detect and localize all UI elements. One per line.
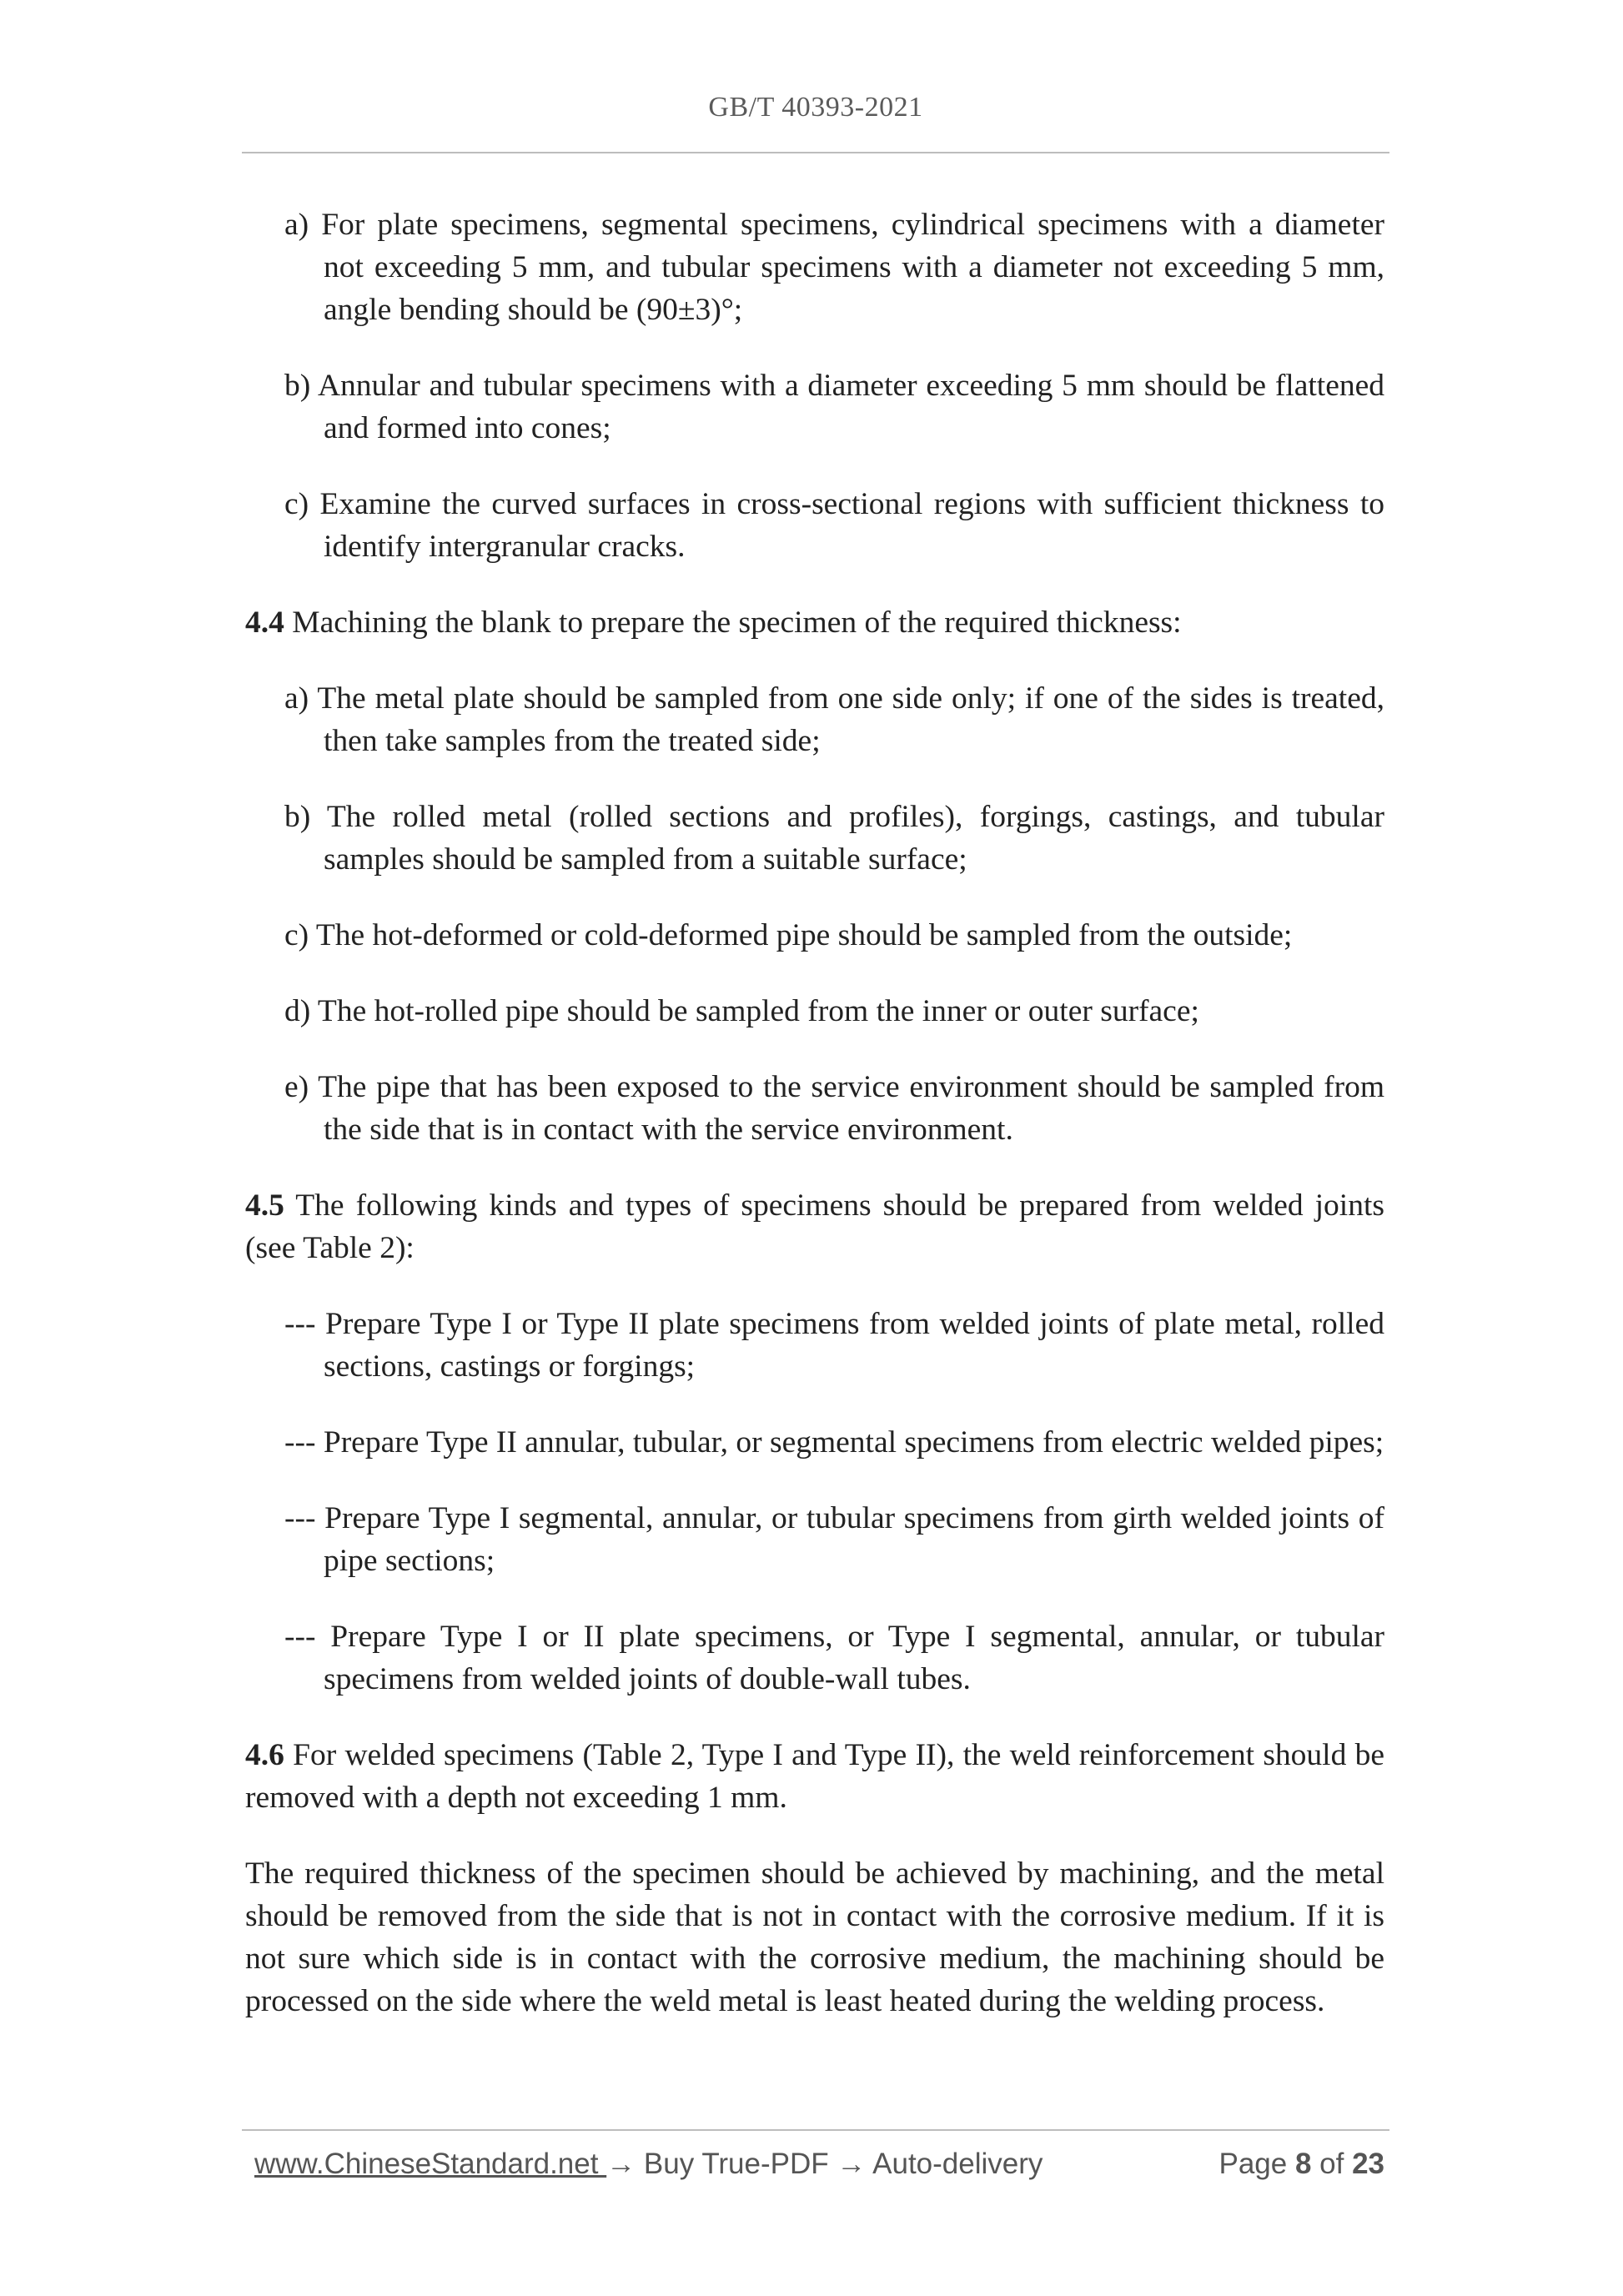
page-number: 8 [1294, 2148, 1312, 2180]
clause-4-6 [245, 1734, 1384, 1819]
list-item: c) The hot-deformed or cold-deformed pipe should be sampled from the outside; [284, 918, 1293, 952]
delivery-text: Auto-delivery [866, 2148, 1043, 2180]
list-item: d) The hot-rolled pipe should be sampled from the inner or outer surface; [284, 994, 1199, 1028]
list-item: a) For plate specimens, segmental specimens, cylindrical specimens with a diameter not exceeding 5 mm, and tubular specimens with a diameter not exceeding 5 mm, angle bending should be (90±3)°; [284, 208, 1384, 327]
clause-text: The following kinds and types of specimens should be prepared from welded joints (see Table 2): [245, 1188, 1384, 1265]
header-divider [242, 152, 1389, 153]
list-item: b) Annular and tubular specimens with a diameter exceeding 5 mm should be flattened and formed into cones; [284, 369, 1384, 445]
document-body [245, 203, 1384, 2056]
clause-number: 4.4 [245, 605, 284, 640]
page-header: GB/T 40393-2021 [708, 92, 923, 123]
clause-4-4 [245, 601, 1384, 644]
clause-text: For welded specimens (Table 2, Type I and Type II), the weld reinforcement should be removed with a depth not exceeding 1 mm. [245, 1738, 1384, 1815]
page-label: Page [1219, 2148, 1295, 2180]
list-item: e) The pipe that has been exposed to the service environment should be sampled from the side that is in contact with the service environment. [284, 1070, 1384, 1147]
clause-4-5 [245, 1184, 1384, 1269]
clause-number: 4.5 [245, 1188, 284, 1223]
website-link[interactable]: www.ChineseStandard.net [254, 2148, 607, 2180]
clause-text: Machining the blank to prepare the specimen of the required thickness: [284, 605, 1182, 640]
arrow-right-icon: → [606, 2148, 636, 2180]
page-indicator [1219, 2148, 1384, 2181]
page-total: 23 [1352, 2148, 1384, 2180]
page-footer [254, 2148, 1384, 2189]
list-item: a) The metal plate should be sampled from one side only; if one of the sides is treated, then take samples from the treated side; [284, 681, 1384, 758]
closing-paragraph: The required thickness of the specimen should be achieved by machining, and the metal should be removed from the side that is not in contact with the corrosive medium. If it is not sure which side is in contact with the corrosive medium, the machining should be processed on the side where the weld metal is least heated during the welding process. [245, 1856, 1384, 2018]
list-item: b) The rolled metal (rolled sections and profiles), forgings, castings, and tubular samples should be sampled from a suitable surface; [284, 800, 1384, 877]
list-item: --- Prepare Type I or II plate specimens, or Type I segmental, annular, or tubular specimens from welded joints of double-wall tubes. [284, 1620, 1384, 1696]
footer-promo [254, 2148, 1043, 2181]
list-item: --- Prepare Type I or Type II plate specimens from welded joints of plate metal, rolled sections, castings or forgings; [284, 1307, 1384, 1384]
list-item: --- Prepare Type I segmental, annular, or tubular specimens from girth welded joints of pipe sections; [284, 1501, 1384, 1578]
clause-number: 4.6 [245, 1738, 284, 1772]
footer-divider [242, 2129, 1389, 2131]
buy-text: Buy True-PDF [636, 2148, 837, 2180]
of-label: of [1311, 2148, 1353, 2180]
arrow-right-icon: → [837, 2148, 867, 2180]
list-item: c) Examine the curved surfaces in cross-sectional regions with sufficient thickness to identify intergranular cracks. [284, 487, 1384, 564]
list-item: --- Prepare Type II annular, tubular, or segmental specimens from electric welded pipes; [284, 1425, 1384, 1459]
